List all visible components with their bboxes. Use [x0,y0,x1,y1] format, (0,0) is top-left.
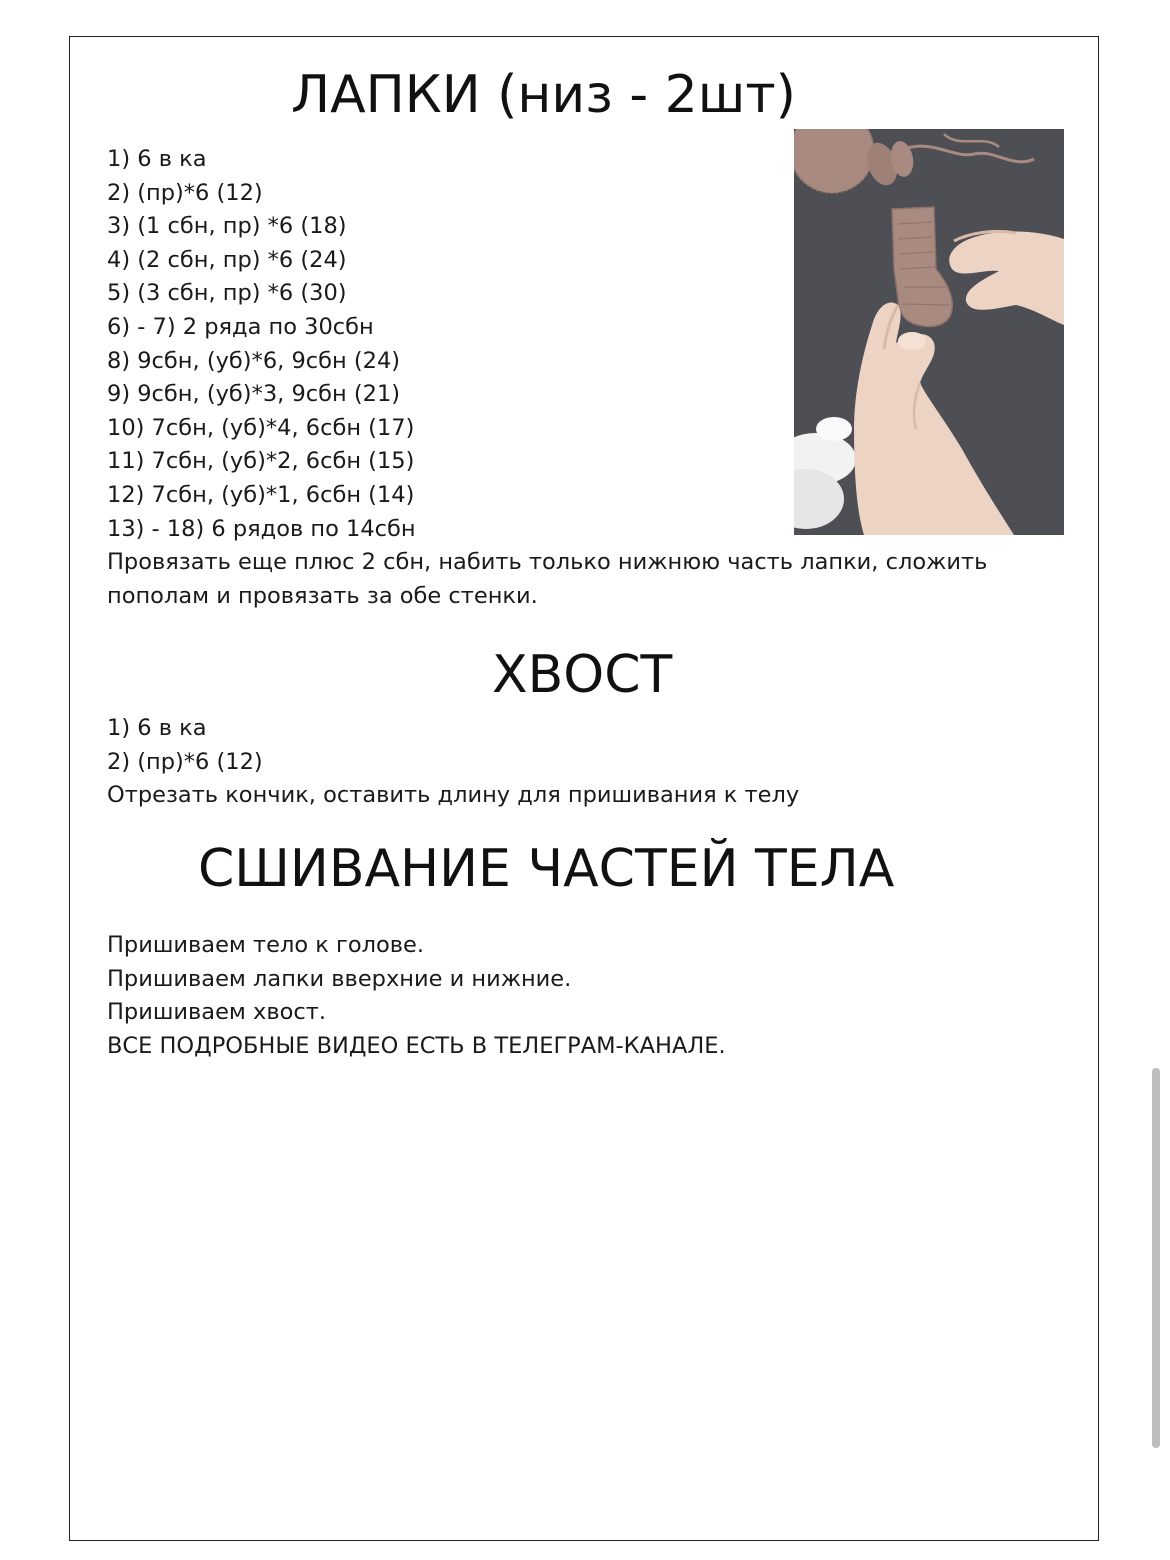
assembly-step: Пришиваем хвост. [107,999,327,1026]
pattern-row: 1) 6 в ка [107,146,207,172]
pattern-row: 6) - 7) 2 ряда по 30сбн [107,313,374,340]
pattern-row: 2) (пр)*6 (12) [107,179,263,206]
pattern-row: 3) (1 сбн, пр) *6 (18) [107,213,347,240]
pattern-row: 5) (3 сбн, пр) *6 (30) [107,280,347,307]
pattern-row: 10) 7сбн, (уб)*4, 6сбн (17) [107,414,415,441]
scrollbar-thumb[interactable] [1152,1068,1160,1448]
pattern-row: 9) 9сбн, (уб)*3, 9сбн (21) [107,381,401,408]
assembly-step: Пришиваем лапки вверхние и нижние. [107,965,572,992]
hvost-instructions [107,712,1057,813]
pattern-row: 12) 7сбн, (уб)*1, 6сбн (14) [107,481,415,508]
pattern-row: 2) (пр)*6 (12) [107,748,263,775]
section-title-lapki: ЛАПКИ (низ - 2шт) [291,65,796,125]
section-title-shivanie: СШИВАНИЕ ЧАСТЕЙ ТЕЛА [198,839,895,899]
document-page [69,36,1099,1541]
telegram-note: ВСЕ ПОДРОБНЫЕ ВИДЕО ЕСТЬ В ТЕЛЕГРАМ-КАНАЛЕ. [107,1032,726,1059]
assembly-step: Пришиваем тело к голове. [107,932,425,958]
shivanie-instructions [107,929,1057,1063]
lapki-instructions [107,143,1057,613]
pattern-row: 8) 9сбн, (уб)*6, 9сбн (24) [107,347,401,374]
pattern-row: 11) 7сбн, (уб)*2, 6сбн (15) [107,448,415,475]
scrollbar[interactable] [1152,1068,1160,1448]
pattern-row: 1) 6 в ка [107,715,207,741]
pattern-row: 13) - 18) 6 рядов по 14сбн [107,515,416,542]
pattern-row: 4) (2 сбн, пр) *6 (24) [107,246,347,273]
section-title-hvost: ХВОСТ [492,645,673,705]
lapki-note: Провязать еще плюс 2 сбн, набить только нижнюю часть лапки, сложить пополам и провязать за обе стенки. [107,549,988,609]
hvost-note: Отрезать кончик, оставить длину для пришивания к телу [107,782,800,809]
